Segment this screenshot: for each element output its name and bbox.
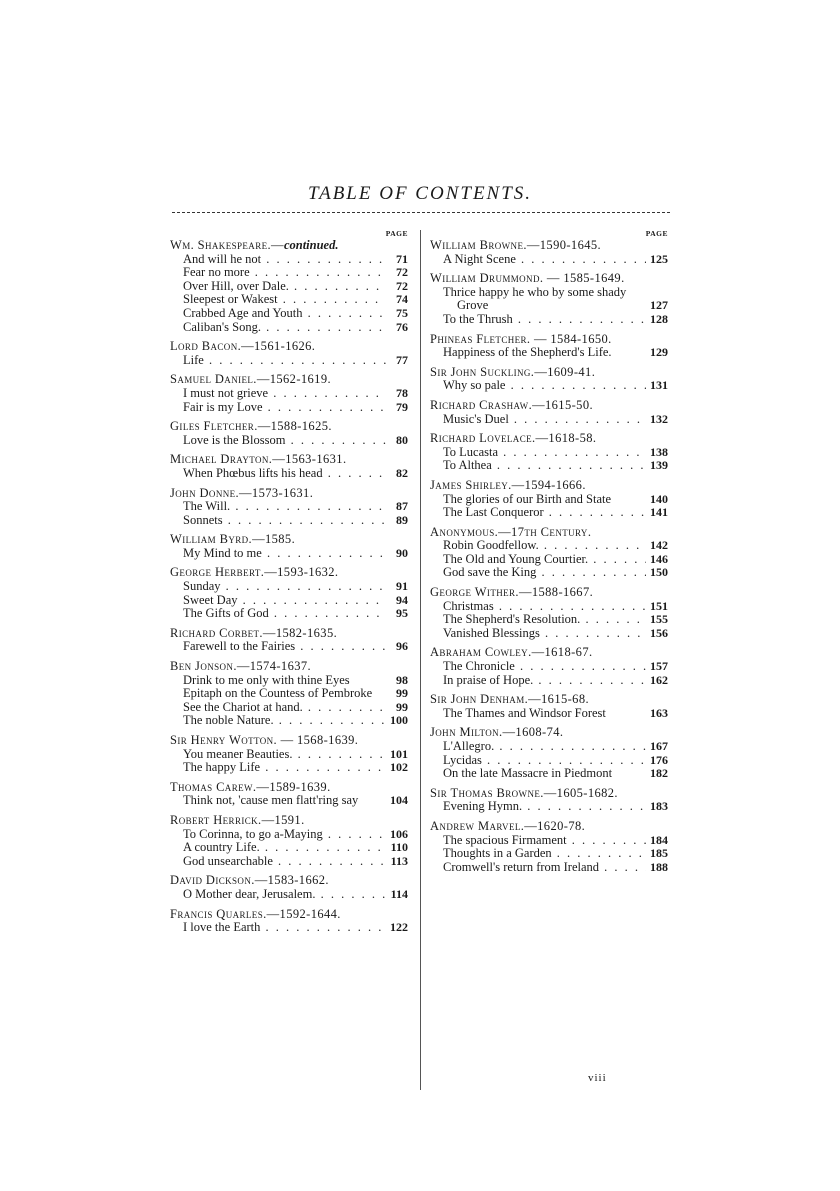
poem-title: Evening Hymn. . . . — [430, 800, 646, 814]
toc-entry[interactable] — [430, 834, 668, 848]
page-number: 114 — [390, 886, 408, 901]
page-number: 99 — [396, 686, 408, 701]
poem-title: The happy Life . . . — [170, 761, 386, 775]
page-number: 157 — [650, 659, 668, 674]
poem-title: Sonnets . . . — [170, 514, 386, 528]
page-number: 91 — [396, 579, 408, 594]
author-group — [430, 366, 668, 393]
toc-entry[interactable] — [170, 921, 408, 935]
author-name: Sir John Suckling.—1609-41. — [430, 364, 596, 379]
page-number: 150 — [650, 565, 668, 580]
toc-entry[interactable] — [170, 841, 408, 855]
poem-title: I must not grieve . . . — [170, 387, 386, 401]
author-name: Richard Corbet.—1582-1635. — [170, 625, 338, 640]
author-group — [170, 874, 408, 901]
poem-title: Christmas . . . — [430, 600, 646, 614]
author-heading — [170, 908, 408, 922]
author-heading — [430, 399, 668, 413]
author-heading — [170, 239, 408, 253]
page-number: 182 — [650, 766, 668, 781]
toc-entry[interactable] — [170, 701, 408, 715]
author-name: William Byrd.—1585. — [170, 532, 296, 547]
author-heading — [430, 646, 668, 660]
poem-title: Lycidas . . . — [430, 754, 646, 768]
page-number: 77 — [396, 352, 408, 367]
toc-entry[interactable] — [430, 459, 668, 473]
page-number: 141 — [650, 505, 668, 520]
page-number: 98 — [396, 672, 408, 687]
poem-title: Fear no more . . . — [170, 266, 386, 280]
author-group — [170, 487, 408, 528]
poem-title: Life . . . — [170, 354, 386, 368]
author-name: Samuel Daniel.—1562-1619. — [170, 372, 332, 387]
page-number: 129 — [650, 345, 668, 360]
toc-entry[interactable] — [170, 321, 408, 335]
toc-entry[interactable] — [170, 580, 408, 594]
page-number: 131 — [650, 378, 668, 393]
author-group — [170, 533, 408, 560]
page-number: 90 — [396, 545, 408, 560]
author-group — [170, 660, 408, 728]
toc-entry[interactable] — [170, 640, 408, 654]
poem-title: Sweet Day . . . — [170, 594, 386, 608]
page-number: 94 — [396, 592, 408, 607]
page-column-header: PAGE — [645, 229, 668, 238]
poem-title: The Old and Young Courtier. . . . — [430, 553, 646, 567]
page-number: 142 — [650, 538, 668, 553]
poem-title: The Thames and Windsor Forest — [443, 706, 606, 720]
author-name: David Dickson.—1583-1662. — [170, 873, 329, 888]
author-name: Robert Herrick.—1591. — [170, 812, 305, 827]
author-name: John Milton.—1608-74. — [430, 725, 564, 740]
left-entries — [170, 239, 408, 935]
page-number: 138 — [650, 444, 668, 459]
poem-title: Over Hill, over Dale. . . . — [170, 280, 386, 294]
author-name: Phineas Fletcher. — 1584-1650. — [430, 331, 612, 346]
author-group — [430, 726, 668, 780]
poem-title: And will he not . . . — [170, 253, 386, 267]
toc-entry[interactable] — [430, 539, 668, 553]
toc-entry[interactable] — [430, 754, 668, 768]
page-number: 176 — [650, 752, 668, 767]
author-heading — [430, 272, 668, 286]
toc-entry[interactable] — [170, 888, 408, 902]
page-number: 188 — [650, 859, 668, 874]
poem-title: The Shepherd's Resolution. . . . — [430, 613, 646, 627]
author-heading — [170, 487, 408, 501]
toc-entry[interactable] — [430, 847, 668, 861]
author-group — [430, 432, 668, 473]
page-number: 74 — [396, 292, 408, 307]
author-group — [430, 272, 668, 326]
page-number: 100 — [390, 713, 408, 728]
title-rule — [172, 212, 670, 213]
page-number: 89 — [396, 512, 408, 527]
author-heading — [430, 820, 668, 834]
poem-title: Crabbed Age and Youth . . . — [170, 307, 386, 321]
poem-title: Thrice happy he who by some shady Grove — [443, 285, 627, 313]
poem-title: The spacious Firmament . . . — [430, 834, 646, 848]
author-group — [430, 787, 668, 814]
author-name: William Drummond. — 1585-1649. — [430, 271, 625, 286]
toc-entry[interactable] — [430, 767, 668, 781]
toc-entry[interactable] — [430, 506, 668, 520]
poem-title: Sunday . . . — [170, 580, 386, 594]
author-group — [430, 239, 668, 266]
author-heading — [430, 693, 668, 707]
page-number: 101 — [390, 746, 408, 761]
author-name: Giles Fletcher.—1588-1625. — [170, 419, 332, 434]
poem-title: Music's Duel . . . — [430, 413, 646, 427]
page-number: 82 — [396, 465, 408, 480]
page-number: 78 — [396, 385, 408, 400]
poem-title: Cromwell's return from Ireland . . . — [430, 861, 646, 875]
page-number: 72 — [396, 278, 408, 293]
author-heading — [430, 526, 668, 540]
poem-title: I love the Earth . . . — [170, 921, 386, 935]
toc-entry[interactable] — [170, 293, 408, 307]
page-number: 95 — [396, 606, 408, 621]
author-heading — [430, 432, 668, 446]
page-number: 87 — [396, 499, 408, 514]
author-group — [170, 420, 408, 447]
page-number: 79 — [396, 399, 408, 414]
toc-entry[interactable] — [170, 687, 408, 701]
left-column — [170, 229, 408, 935]
page-number: 132 — [650, 411, 668, 426]
toc-entry[interactable] — [170, 714, 408, 728]
poem-title: O Mother dear, Jerusalem. . . . — [170, 888, 386, 902]
toc-entry[interactable] — [430, 707, 668, 721]
author-name: Francis Quarles.—1592-1644. — [170, 906, 341, 921]
toc-entry[interactable] — [430, 493, 668, 507]
toc-entry[interactable] — [430, 800, 668, 814]
author-heading — [170, 814, 408, 828]
toc-entry[interactable] — [170, 514, 408, 528]
toc-entry[interactable] — [430, 861, 668, 875]
author-heading — [430, 366, 668, 380]
toc-entry[interactable] — [170, 467, 408, 481]
author-heading — [430, 479, 668, 493]
page-number: 139 — [650, 458, 668, 473]
author-name: George Herbert.—1593-1632. — [170, 565, 339, 580]
page-number: 75 — [396, 305, 408, 320]
poem-title: Fair is my Love . . . — [170, 401, 386, 415]
toc-entry[interactable] — [430, 313, 668, 327]
poem-title: Love is the Blossom . . . — [170, 434, 386, 448]
page-number: 80 — [396, 432, 408, 447]
toc-entry[interactable] — [430, 740, 668, 754]
poem-title: Farewell to the Fairies . . . — [170, 640, 386, 654]
author-heading — [170, 734, 408, 748]
poem-title: In praise of Hope. . . . — [430, 674, 646, 688]
toc-entry[interactable] — [430, 553, 668, 567]
author-group — [170, 566, 408, 620]
poem-title: A Night Scene . . . — [430, 253, 646, 267]
toc-entry[interactable] — [170, 594, 408, 608]
author-name: John Donne.—1573-1631. — [170, 485, 314, 500]
poem-title: Robin Goodfellow. . . . — [430, 539, 646, 553]
toc-entry[interactable] — [170, 547, 408, 561]
author-heading — [430, 239, 668, 253]
toc-entry[interactable] — [170, 354, 408, 368]
author-name: William Browne.—1590-1645. — [430, 238, 602, 252]
author-group — [170, 908, 408, 935]
poem-title: My Mind to me . . . — [170, 547, 386, 561]
poem-title: To Lucasta . . . — [430, 446, 646, 460]
toc-entry[interactable] — [430, 446, 668, 460]
page-number: 140 — [650, 491, 668, 506]
toc-entry[interactable] — [430, 346, 668, 360]
author-name: Richard Crashaw.—1615-50. — [430, 397, 593, 412]
toc-entry[interactable] — [430, 600, 668, 614]
page-number: 184 — [650, 832, 668, 847]
author-group — [170, 814, 408, 868]
poem-title: The Last Conqueror . . . — [430, 506, 646, 520]
toc-entry[interactable] — [170, 266, 408, 280]
toc-entry[interactable] — [170, 253, 408, 267]
poem-title: A country Life. . . . — [170, 841, 386, 855]
author-name: Michael Drayton.—1563-1631. — [170, 452, 347, 467]
author-heading — [430, 787, 668, 801]
poem-title: The Chronicle . . . — [430, 660, 646, 674]
page-number: 155 — [650, 612, 668, 627]
author-heading — [170, 340, 408, 354]
author-group — [170, 627, 408, 654]
author-name: Anonymous.—17th Century. — [430, 524, 592, 539]
author-name: Lord Bacon.—1561-1626. — [170, 339, 316, 354]
page-number: 125 — [650, 251, 668, 266]
toc-entry[interactable] — [430, 674, 668, 688]
author-group — [170, 340, 408, 367]
author-name: Andrew Marvel.—1620-78. — [430, 818, 586, 833]
poem-title: On the late Massacre in Piedmont — [443, 767, 613, 781]
poem-title: Vanished Blessings . . . — [430, 627, 646, 641]
poem-title: The glories of our Birth and State — [443, 492, 612, 506]
author-group — [430, 693, 668, 720]
toc-entry[interactable] — [170, 674, 408, 688]
poem-title: See the Chariot at hand. . . . — [170, 701, 386, 715]
poem-title: Epitaph on the Countess of Pembroke — [183, 687, 373, 701]
poem-title: You meaner Beauties. . . . — [170, 748, 386, 762]
toc-entry[interactable] — [170, 280, 408, 294]
toc-entry[interactable] — [170, 828, 408, 842]
author-name: Richard Lovelace.—1618-58. — [430, 431, 597, 446]
author-group — [430, 526, 668, 580]
author-name: Abraham Cowley.—1618-67. — [430, 645, 593, 660]
poem-title: The Gifts of God . . . — [170, 607, 386, 621]
poem-title: Thoughts in a Garden . . . — [430, 847, 646, 861]
page-number: 96 — [396, 639, 408, 654]
page-number: 72 — [396, 265, 408, 280]
author-name: Wm. Shakespeare.— — [170, 238, 284, 252]
page-column-header: PAGE — [385, 229, 408, 238]
author-name: Sir Thomas Browne.—1605-1682. — [430, 785, 618, 800]
poem-title: Sleepest or Wakest . . . — [170, 293, 386, 307]
page-number: 163 — [650, 705, 668, 720]
author-heading — [430, 726, 668, 740]
poem-title: To Corinna, to go a-Maying . . . — [170, 828, 386, 842]
poem-title: Caliban's Song. . . . — [170, 321, 386, 335]
toc-entry[interactable] — [170, 748, 408, 762]
poem-title: To the Thrush . . . — [430, 313, 646, 327]
author-group — [430, 333, 668, 360]
page-number: 76 — [396, 319, 408, 334]
author-group — [170, 781, 408, 808]
continued-label: continued. — [283, 238, 339, 252]
toc-entry[interactable] — [170, 401, 408, 415]
author-heading — [170, 874, 408, 888]
poem-title: L'Allegro. . . . — [430, 740, 646, 754]
author-heading — [170, 566, 408, 580]
author-group — [170, 734, 408, 775]
poem-title: God unsearchable . . . — [170, 855, 386, 869]
author-heading — [430, 333, 668, 347]
poem-title: Happiness of the Shepherd's Life. — [443, 346, 612, 360]
toc-entry[interactable] — [170, 855, 408, 869]
toc-entry[interactable] — [430, 566, 668, 580]
author-group — [430, 820, 668, 874]
author-name: Sir John Denham.—1615-68. — [430, 692, 590, 707]
page-number: 110 — [390, 840, 408, 855]
author-heading — [170, 373, 408, 387]
author-heading — [430, 586, 668, 600]
page-number: 99 — [396, 699, 408, 714]
poem-title: The Will. . . . — [170, 500, 386, 514]
toc-entry[interactable] — [170, 434, 408, 448]
author-heading — [170, 781, 408, 795]
page-number: 183 — [650, 799, 668, 814]
toc-entry[interactable] — [430, 627, 668, 641]
author-heading — [170, 660, 408, 674]
author-group — [430, 399, 668, 426]
poem-title: The noble Nature. . . . — [170, 714, 386, 728]
author-name: Ben Jonson.—1574-1637. — [170, 659, 312, 674]
toc-entry[interactable] — [430, 379, 668, 393]
author-group — [430, 479, 668, 520]
right-entries — [430, 239, 668, 874]
author-group — [430, 586, 668, 640]
toc-entry[interactable] — [430, 660, 668, 674]
author-heading — [170, 453, 408, 467]
page-number: 127 — [650, 298, 668, 313]
author-name: George Wither.—1588-1667. — [430, 585, 594, 600]
poem-title: When Phœbus lifts his head . . . — [170, 467, 386, 481]
toc-entry[interactable] — [430, 413, 668, 427]
poem-title: God save the King . . . — [430, 566, 646, 580]
toc-entry[interactable] — [430, 286, 668, 313]
page-number: 185 — [650, 846, 668, 861]
page-number: 106 — [390, 826, 408, 841]
toc-entry[interactable] — [170, 307, 408, 321]
author-name: Thomas Carew.—1589-1639. — [170, 779, 331, 794]
page-number: viii — [588, 1072, 607, 1084]
page-number: 102 — [390, 760, 408, 775]
author-name: Sir Henry Wotton. — 1568-1639. — [170, 733, 359, 747]
toc-entry[interactable] — [170, 500, 408, 514]
poem-title: Why so pale . . . — [430, 379, 646, 393]
page-number: 71 — [396, 251, 408, 266]
toc-entry[interactable] — [170, 607, 408, 621]
toc-entry[interactable] — [430, 253, 668, 267]
poem-title: Think not, 'cause men flatt'ring say — [183, 794, 359, 808]
author-group — [170, 373, 408, 414]
page-title: TABLE OF CONTENTS. — [307, 183, 533, 204]
author-group — [170, 239, 408, 334]
poem-title: Drink to me only with thine Eyes — [183, 673, 350, 687]
author-group — [170, 453, 408, 480]
column-divider — [420, 230, 421, 1090]
page-number: 151 — [650, 598, 668, 613]
right-column — [430, 229, 668, 874]
author-group — [430, 646, 668, 687]
page-number: 113 — [390, 853, 408, 868]
page-number: 104 — [390, 793, 408, 808]
toc-entry[interactable] — [170, 387, 408, 401]
author-heading — [170, 627, 408, 641]
page-number: 122 — [390, 920, 408, 935]
page-number: 146 — [650, 551, 668, 566]
page-number: 162 — [650, 672, 668, 687]
poem-title: To Althea . . . — [430, 459, 646, 473]
page-number: 167 — [650, 739, 668, 753]
page-number: 156 — [650, 625, 668, 640]
toc-entry[interactable] — [430, 613, 668, 627]
author-name: James Shirley.—1594-1666. — [430, 477, 586, 492]
toc-entry[interactable] — [170, 794, 408, 808]
page-number: 128 — [650, 311, 668, 326]
author-heading — [170, 533, 408, 547]
toc-entry[interactable] — [170, 761, 408, 775]
author-heading — [170, 420, 408, 434]
